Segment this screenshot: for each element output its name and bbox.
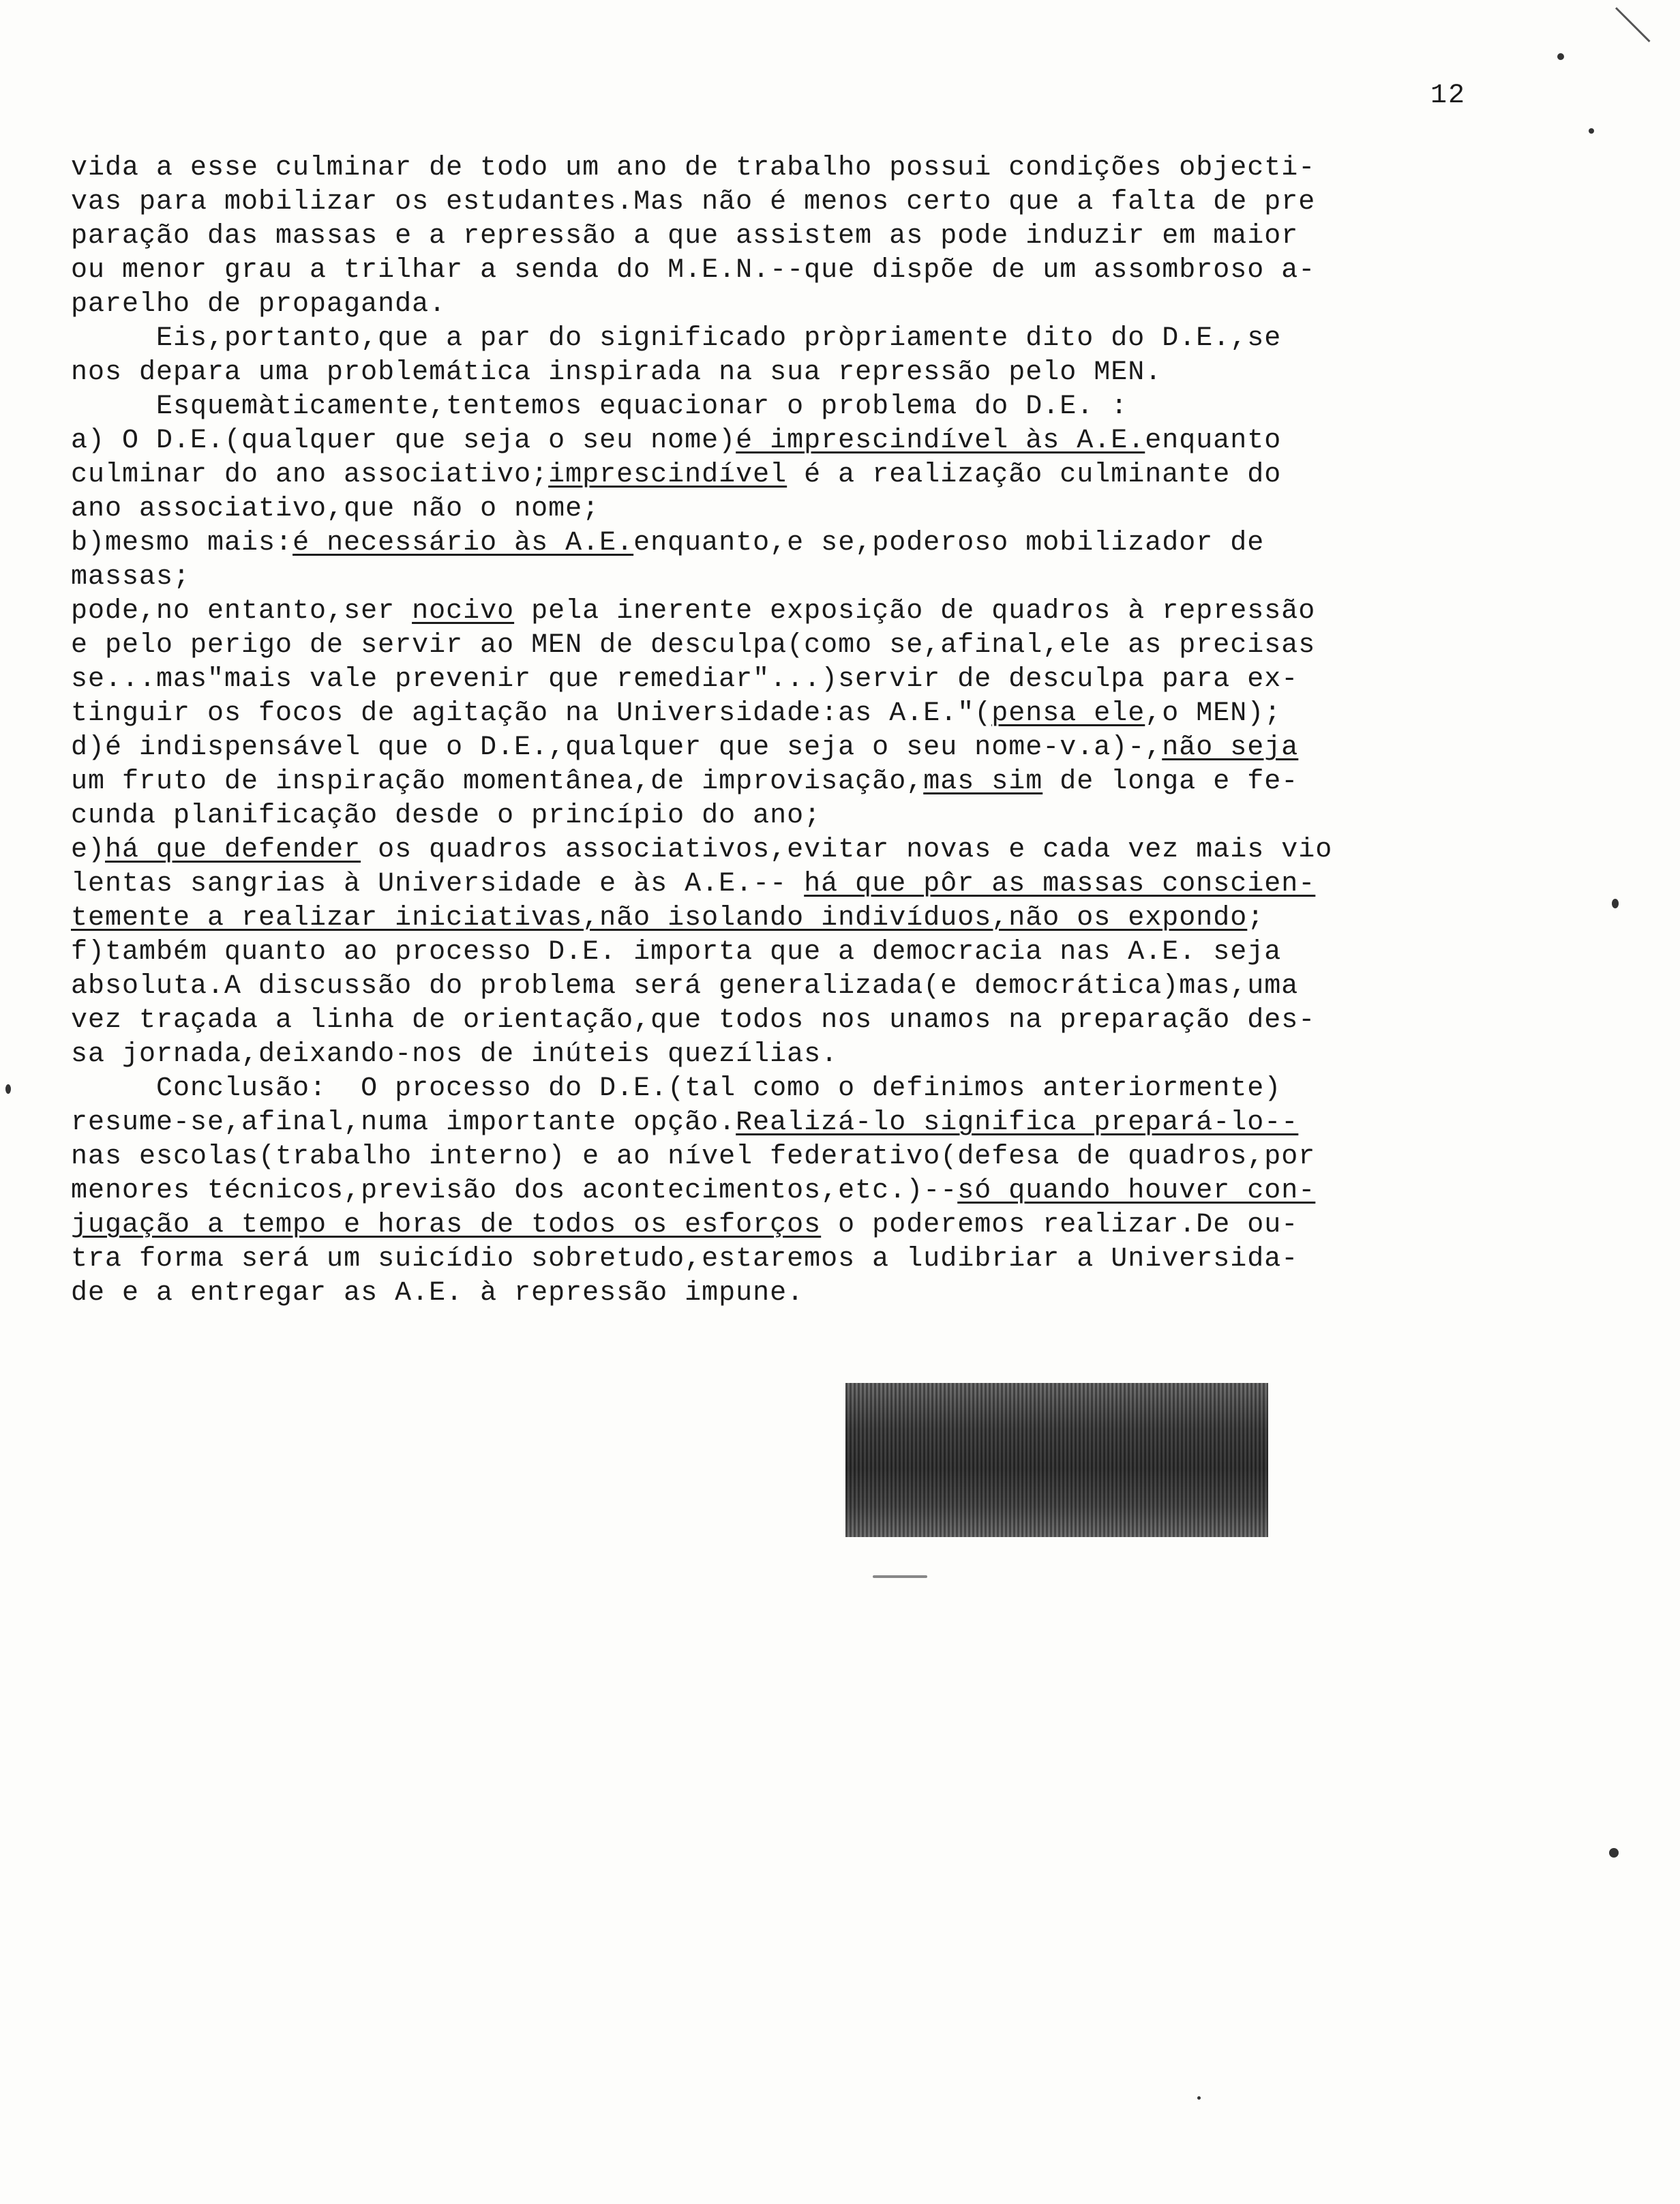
text-segment: tinguir os focos de agitação na Universidade:as A.E."( <box>71 698 992 729</box>
text-line <box>71 322 1557 356</box>
text-segment: é a realização culminante do <box>787 460 1282 490</box>
text-line <box>71 663 1557 697</box>
scan-speck <box>5 1084 11 1094</box>
text-segment: os quadros associativos,evitar novas e cada vez mais vio <box>361 835 1333 865</box>
text-line <box>71 1140 1557 1174</box>
text-line <box>71 1208 1557 1242</box>
text-segment: culminar do ano associativo; <box>71 460 549 490</box>
scan-speck <box>1557 53 1564 60</box>
text-segment: menores técnicos,previsão dos acontecimentos,etc.)-- <box>71 1176 958 1206</box>
text-segment: vez traçada a linha de orientação,que todos nos unamos na preparação des- <box>71 1005 1316 1036</box>
underlined-text: não seja <box>1162 732 1299 763</box>
underlined-text: nocivo <box>412 596 515 627</box>
text-line <box>71 833 1557 867</box>
text-segment: vida a esse culminar de todo um ano de trabalho possui condições objecti- <box>71 153 1316 183</box>
text-segment: absoluta.A discussão do problema será generalizada(e democrática)mas,uma <box>71 971 1299 1002</box>
text-segment: cunda planificação desde o princípio do ano; <box>71 801 822 831</box>
text-line <box>71 1242 1557 1277</box>
text-line <box>71 1174 1557 1208</box>
text-line <box>71 629 1557 663</box>
text-line <box>71 561 1557 595</box>
text-line <box>71 595 1557 629</box>
text-segment: ano associativo,que não o nome; <box>71 494 600 524</box>
scan-speck <box>1589 128 1594 134</box>
text-segment: a) O D.E.(qualquer que seja o seu nome) <box>71 426 736 456</box>
text-line <box>71 356 1557 390</box>
text-line <box>71 936 1557 970</box>
scan-speck <box>1197 2096 1201 2100</box>
text-segment: sa jornada,deixando-nos de inúteis quezílias. <box>71 1039 839 1070</box>
body-text <box>71 151 1557 1311</box>
text-segment: paração das massas e a repressão a que assistem as pode induzir em maior <box>71 221 1299 252</box>
text-line <box>71 1277 1557 1311</box>
text-line <box>71 1072 1557 1106</box>
page-number: 12 <box>1430 80 1467 111</box>
text-segment: pode,no entanto,ser <box>71 596 412 627</box>
text-segment: e) <box>71 835 106 865</box>
text-line <box>71 731 1557 765</box>
text-segment: parelho de propaganda. <box>71 289 447 320</box>
text-line <box>71 765 1557 799</box>
text-segment: ,o MEN); <box>1145 698 1282 729</box>
text-line <box>71 254 1557 288</box>
text-segment: f)também quanto ao processo D.E. importa que a democracia nas A.E. seja <box>71 937 1282 968</box>
text-segment: pela inerente exposição de quadros à repressão <box>514 596 1316 627</box>
text-segment: ; <box>1247 903 1265 934</box>
text-line <box>71 390 1557 424</box>
text-segment: enquanto <box>1145 426 1282 456</box>
text-line <box>71 970 1557 1004</box>
underlined-text: jugação a tempo e horas de todos os esforços <box>71 1210 822 1240</box>
scan-mark <box>1615 7 1651 42</box>
text-segment: de longa e fe- <box>1042 766 1299 797</box>
text-segment: Eis,portanto,que a par do significado pròpriamente dito do D.E.,se <box>71 323 1282 354</box>
text-line <box>71 458 1557 492</box>
text-segment: vas para mobilizar os estudantes.Mas não é menos certo que a falta de pre <box>71 187 1316 218</box>
underlined-text: temente a realizar iniciativas,não isolando indivíduos,não os expondo <box>71 903 1248 934</box>
text-line <box>71 902 1557 936</box>
text-line <box>71 185 1557 220</box>
text-segment: se...mas"mais vale prevenir que remediar"...)servir de desculpa para ex- <box>71 664 1299 695</box>
text-segment: de e a entregar as A.E. à repressão impune. <box>71 1278 805 1309</box>
text-segment: d)é indispensável que o D.E.,qualquer que seja o seu nome-v.a)-, <box>71 732 1162 763</box>
text-segment: nos depara uma problemática inspirada na sua repressão pelo MEN. <box>71 357 1162 388</box>
text-segment: tra forma será um suicídio sobretudo,estaremos a ludibriar a Universida- <box>71 1244 1299 1275</box>
text-line <box>71 288 1557 322</box>
underlined-text: pensa ele <box>991 698 1145 729</box>
scan-speck <box>873 1575 927 1578</box>
underlined-text: Realizá-lo significa prepará-lo-- <box>736 1107 1299 1138</box>
redaction-block <box>845 1383 1268 1537</box>
text-segment: e pelo perigo de servir ao MEN de desculpa(como se,afinal,ele as precisas <box>71 630 1316 661</box>
text-line <box>71 220 1557 254</box>
text-segment: ou menor grau a trilhar a senda do M.E.N.--que dispõe de um assombroso a- <box>71 255 1316 286</box>
text-line <box>71 151 1557 185</box>
text-segment: Conclusão: O processo do D.E.(tal como o definimos anteriormente) <box>71 1073 1282 1104</box>
text-line <box>71 1038 1557 1072</box>
text-line <box>71 526 1557 561</box>
text-segment: massas; <box>71 562 191 593</box>
text-line <box>71 492 1557 526</box>
underlined-text: é necessário às A.E. <box>292 528 634 559</box>
text-segment: enquanto,e se,poderoso mobilizador de <box>633 528 1265 559</box>
text-line <box>71 799 1557 833</box>
scan-speck <box>1609 1848 1619 1858</box>
text-segment: nas escolas(trabalho interno) e ao nível federativo(defesa de quadros,por <box>71 1142 1316 1172</box>
text-segment: o poderemos realizar.De ou- <box>821 1210 1299 1240</box>
underlined-text: mas sim <box>923 766 1043 797</box>
text-segment: um fruto de inspiração momentânea,de improvisação, <box>71 766 924 797</box>
text-line <box>71 1106 1557 1140</box>
underlined-text: é imprescindível às A.E. <box>736 426 1145 456</box>
text-line <box>71 867 1557 902</box>
text-segment: Esquemàticamente,tentemos equacionar o problema do D.E. : <box>71 391 1128 422</box>
scan-speck <box>1612 899 1619 908</box>
text-line <box>71 697 1557 731</box>
underlined-text: só quando houver con- <box>957 1176 1316 1206</box>
text-segment: b)mesmo mais: <box>71 528 293 559</box>
text-line <box>71 424 1557 458</box>
text-line <box>71 1004 1557 1038</box>
underlined-text: há que defender <box>105 835 361 865</box>
underlined-text: imprescindível <box>548 460 787 490</box>
text-segment: resume-se,afinal,numa importante opção. <box>71 1107 736 1138</box>
text-segment: lentas sangrias à Universidade e às A.E.-- <box>71 869 805 899</box>
underlined-text: há que pôr as massas conscien- <box>804 869 1316 899</box>
